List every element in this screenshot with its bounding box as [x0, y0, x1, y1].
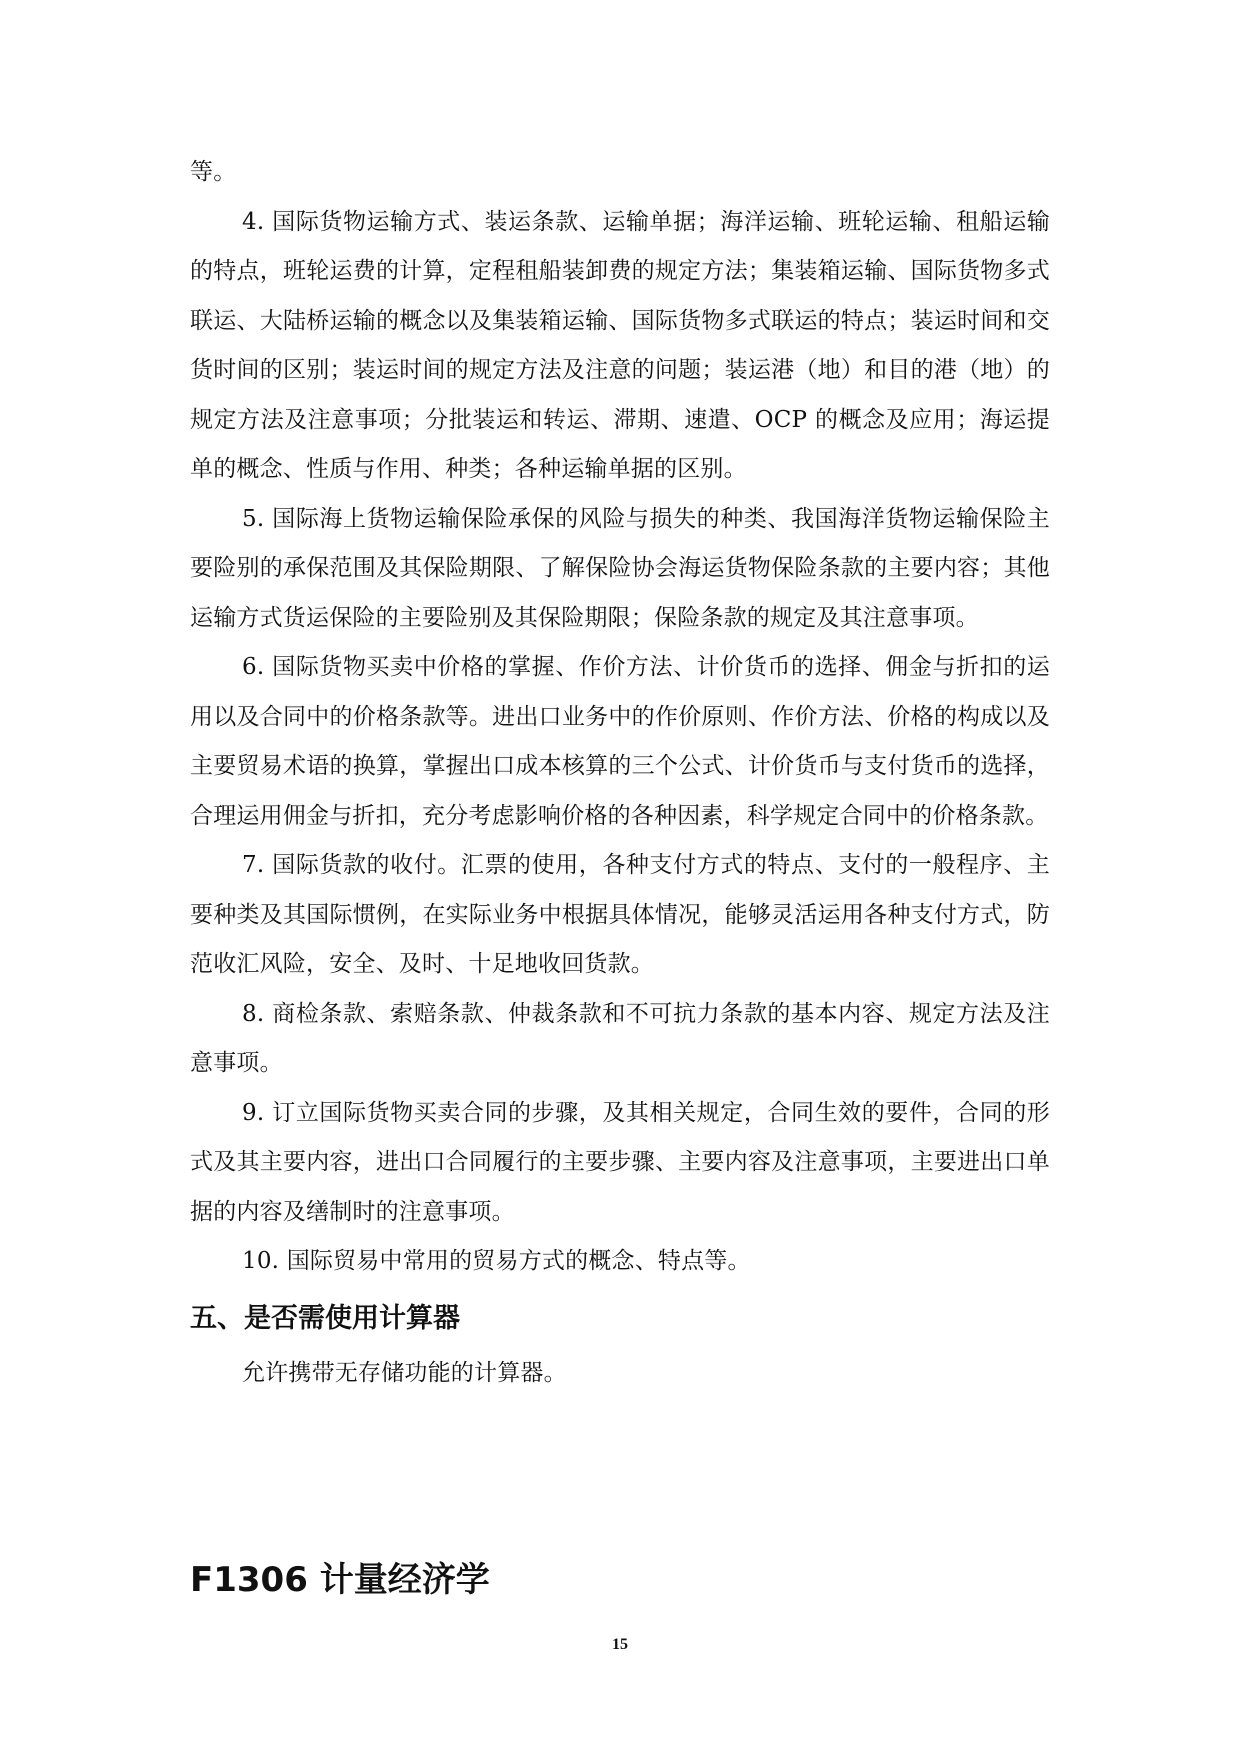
section-heading-calculator: 五、是否需使用计算器: [190, 1302, 460, 1334]
paragraph-item-10: 10. 国际贸易中常用的贸易方式的概念、特点等。: [242, 1248, 751, 1274]
course-title: F1306 计量经济学: [190, 1560, 490, 1600]
paragraph-item-8: 8. 商检条款、索赔条款、仲裁条款和不可抗力条款的基本内容、规定方法及注意事项。: [190, 1000, 1050, 1076]
paragraph-item-4: 4. 国际货物运输方式、装运条款、运输单据；海洋运输、班轮运输、租船运输的特点，班轮运费的计算，定程租船装卸费的规定方法；集装箱运输、国际货物多式联运、大陆桥运输的概念以及集装箱运输、国际货物多式联运的特点；装运时间和交货时间的区别；装运时间的规定方法及注意的问题；装运港（地）和目的港（地）的规定方法及注意事项；分批装运和转运、滞期、速遣、OCP 的概念及应用；海运提单的概念、性质与作用、种类；各种运输单据的区别。: [190, 208, 1050, 482]
paragraph-item-9: 9. 订立国际货物买卖合同的步骤，及其相关规定，合同生效的要件，合同的形式及其主要内容，进出口合同履行的主要步骤、主要内容及注意事项，主要进出口单据的内容及缮制时的注意事项。: [190, 1099, 1050, 1225]
section-text-calculator: 允许携带无存储功能的计算器。: [242, 1359, 567, 1386]
paragraph-item-6: 6. 国际货物买卖中价格的掌握、作价方法、计价货币的选择、佣金与折扣的运用以及合同中的价格条款等。进出口业务中的作价原则、作价方法、价格的构成以及主要贸易术语的换算，掌握出口成本核算的三个公式、计价货币与支付货币的选择，合理运用佣金与折扣，充分考虑影响价格的各种因素，科学规定合同中的价格条款。: [190, 654, 1050, 829]
page-content: [190, 148, 1050, 1398]
paragraph-item-7: 7. 国际货款的收付。汇票的使用，各种支付方式的特点、支付的一般程序、主要种类及其国际惯例，在实际业务中根据具体情况，能够灵活运用各种支付方式，防范收汇风险，安全、及时、十足地收回货款。: [190, 852, 1050, 977]
paragraph-item-5: 5. 国际海上货物运输保险承保的风险与损失的种类、我国海洋货物运输保险主要险别的承保范围及其保险期限、了解保险协会海运货物保险条款的主要内容；其他运输方式货运保险的主要险别及其保险期限；保险条款的规定及其注意事项。: [190, 505, 1050, 631]
page-number: 15: [612, 1636, 628, 1653]
paragraph-continuation: 等。: [190, 159, 237, 185]
